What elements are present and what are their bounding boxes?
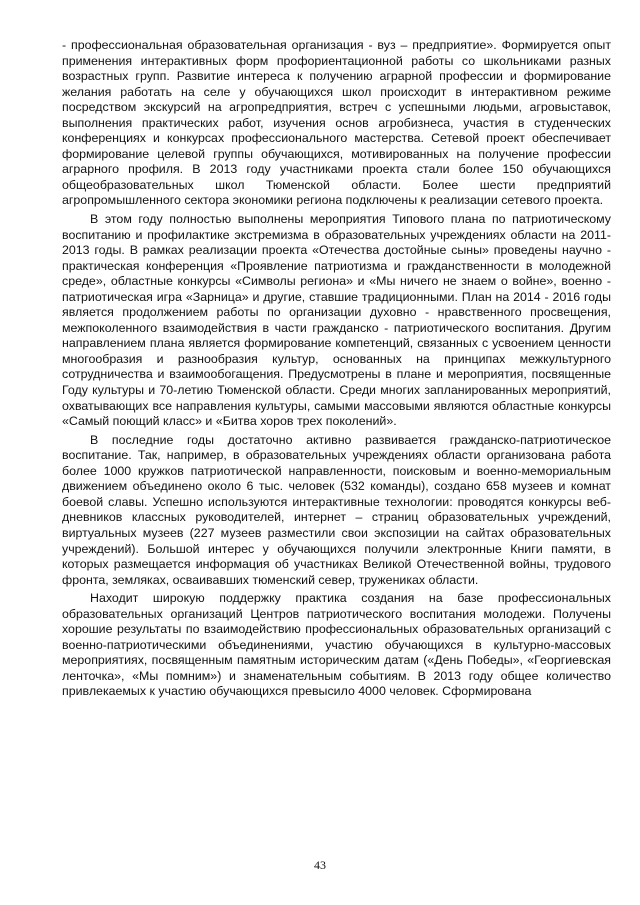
document-page: [62, 38, 611, 700]
paragraph-network-project: - профессиональная образовательная организация - вуз – предприятие». Формируется опыт применения интерактивных форм профориентационной работы со школьниками разных возрастных групп. Развитие интереса к получению аграрной профессии и формирование желания работать на селе у обучающихся школ происходит в интерактивном режиме посредством экскурсий на агропредприятия, встреч с успешными людьми, агровыставок, выполнения практических работ, изучения основ агробизнеса, участия в студенческих конференциях и конкурсах профессионального мастерства. Сетевой проект обеспечивает формирование целевой группы обучающихся, мотивированных на получение профессии аграрного профиля. В 2013 году участниками проекта стали более 150 обучающихся общеобразовательных школ Тюменской области. Более шести предприятий агропромышленного сектора экономики региона подключены к реализации сетевого проекта.: [62, 38, 611, 208]
paragraph-civic-education: В последние годы достаточно активно развивается гражданско-патриотическое воспитание. Так, например, в образовательных учреждениях области организована работа более 1000 кружков патриотической направленности, поисковым и военно-мемориальным движением объединено около 6 тыс. человек (532 команды), создано 658 музеев и комнат боевой славы. Успешно используются интерактивные технологии: проводятся конкурсы веб-дневников классных руководителей, интернет – страниц образовательных учреждений, виртуальных музеев (227 музеев разместили свои экспозиции на сайтах образовательных учреждений). Большой интерес у обучающихся получили электронные Книги памяти, в которых размещается информация об участниках Великой Отечественной войны, трудового фронта, земляках, осваивавших тюменский север, тружениках области.: [62, 432, 611, 587]
paragraph-patriotic-centers: Находит широкую поддержку практика создания на базе профессиональных образовательных организаций Центров патриотического воспитания молодежи. Получены хорошие результаты по взаимодействию профессиональных образовательных организаций с военно-патриотическими объединениями, участию обучающихся в культурно-массовых мероприятиях, посвященным памятным историческим датам («День Победы», «Георгиевская ленточка», «Мы помним») и знаменательным событиям. В 2013 году общее количество привлекаемых к участию обучающихся превысило 4000 человек. Сформирована: [62, 591, 611, 699]
paragraph-patriotic-plan: В этом году полностью выполнены мероприятия Типового плана по патриотическому воспитанию и профилактике экстремизма в образовательных учреждениях области на 2011-2013 годы. В рамках реализации проекта «Отечества достойные сыны» проведены научно - практическая конференция «Проявление патриотизма и гражданственности в молодежной среде», областные конкурсы «Символы региона» и «Мы ничего не знаем о войне», военно - патриотическая игра «Зарница» и другие, ставшие традиционными. План на 2014 - 2016 годы является продолжением работы по организации духовно - нравственного просвещения, межпоколенного взаимодействия в части гражданско - патриотического воспитания. Другим направлением плана является формирование компетенций, связанных с усвоением ценности многообразия и разнообразия культур, основанных на принципах межкультурного сотрудничества и взаимообогащения. Предусмотрены в плане и мероприятия, посвященные Году культуры и 70-летию Тюменской области. Среди многих запланированных мероприятий, охватывающих все направления культуры, самыми массовыми являются областные конкурсы «Самый поющий класс» и «Битва хоров трех поколений».: [62, 212, 611, 429]
page-number: 43: [314, 858, 326, 872]
